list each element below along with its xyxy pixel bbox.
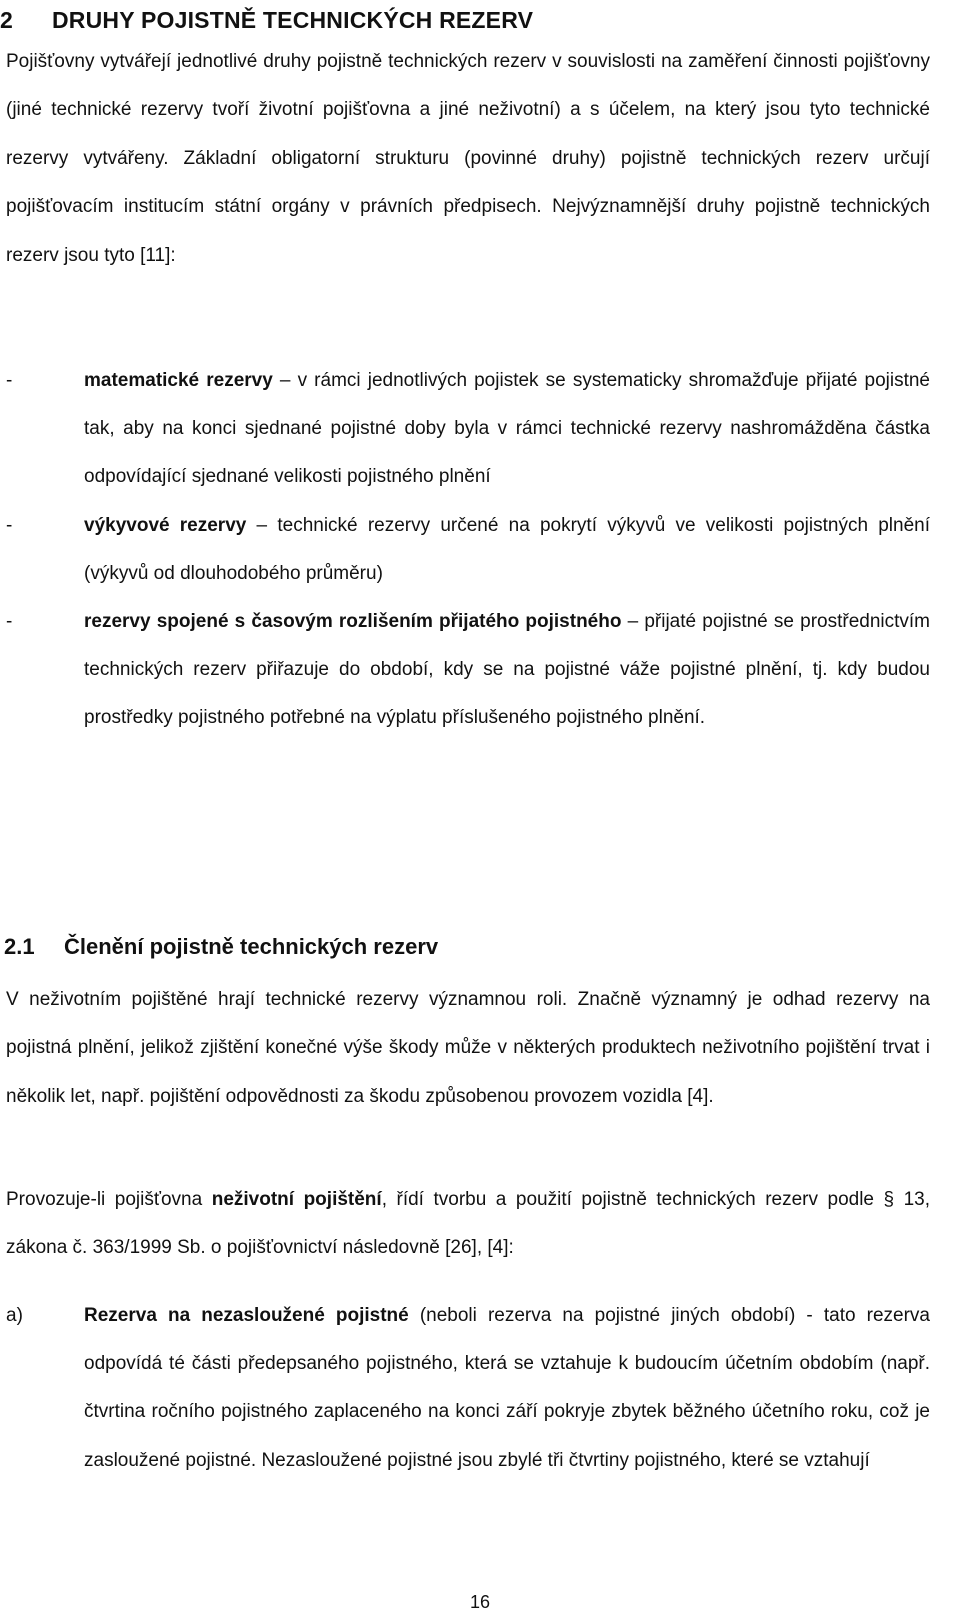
paragraph-text: V neživotním pojištěné hrají technické rezervy významnou roli. Značně významný je odhad rezervy na pojistná plnění, jelikož zjištění konečné výše škody může v některých produktech neživotního pojištění trvat i několik let, např. pojištění odpovědnosti za škodu způsobenou provozem vozidla [4]. <box>6 989 930 1107</box>
list-marker: - <box>6 611 13 633</box>
list-item <box>6 1292 930 1485</box>
list-item-description: přijaté pojistné se prostřednictvím technických rezerv přiřazuje do období, kdy se na pojistné váže pojistné plnění, tj. kdy budou prostředky pojistného potřebné na výplatu příslušeného pojistného plnění. <box>84 611 930 729</box>
reserve-types-list <box>6 357 930 743</box>
list-item-term: rezervy spojené s časovým rozlišením přijatého pojistného <box>84 611 622 633</box>
section-title: Členění pojistně technických rezerv <box>64 934 439 959</box>
paragraph-text <box>6 1176 930 1273</box>
section-number: 2.1 <box>4 934 35 959</box>
section-heading <box>4 932 934 962</box>
list-item-description: v rámci jednotlivých pojistek se systematicky shromažďuje přijaté pojistné tak, aby na konci sjednané pojistné doby byla v rámci technické rezervy nashromážděna částka odpovídající sjednané velikosti pojistného plnění <box>84 370 930 488</box>
chapter-title: DRUHY POJISTNĚ TECHNICKÝCH REZERV <box>52 7 534 33</box>
list-item <box>6 598 930 743</box>
list-item-dash: – <box>272 370 298 391</box>
list-marker: - <box>6 370 13 391</box>
list-item-dash: – <box>246 514 278 536</box>
list-item <box>6 502 930 598</box>
paragraph-lead: Provozuje-li pojišťovna <box>6 1189 212 1210</box>
intro-text: Pojišťovny vytvářejí jednotlivé druhy pojistně technických rezerv v souvislosti na zaměření činnosti pojišťovny (jiné technické rezervy tvoří životní pojišťovna a jiné neživotní) a s účelem, na který jsou tyto technické rezervy vytvářeny. Základní obligatorní strukturu (povinné druhy) pojistně technických rezerv určují pojišťovacím institucím státní orgány v právních předpisech. Nejvýznamnější druhy pojistně technických rezerv jsou tyto [11]: <box>6 51 930 266</box>
list-item-dash: – <box>621 611 645 633</box>
intro-paragraph <box>6 38 930 280</box>
list-item-description: (neboli rezerva na pojistné jiných období) - tato rezerva odpovídá té části předepsaného pojistného, která se vztahuje k budoucím účetním obdobím (např. čtvrtina ročního pojistného zaplaceného na konci září pokryje zbytek běžného účetního roku, což je zasloužené pojistné. Nezasloužené pojistné jsou zbylé tři čtvrtiny pojistného, které se vztahují <box>84 1305 930 1471</box>
nonlife-reserves-list <box>6 1292 930 1485</box>
body-paragraph <box>6 1176 930 1273</box>
list-marker: a) <box>6 1305 23 1326</box>
list-item-term: matematické rezervy <box>84 370 273 391</box>
list-marker: - <box>6 514 13 536</box>
chapter-heading <box>0 4 940 36</box>
list-item-description: technické rezervy určené na pokrytí výkyvů ve velikosti pojistných plnění (výkyvů od dlouhodobého průměru) <box>84 514 931 584</box>
list-item <box>6 357 930 502</box>
page-number: 16 <box>469 1592 491 1612</box>
chapter-number: 2 <box>0 7 13 33</box>
paragraph-emphasis: neživotní pojištění <box>211 1189 382 1210</box>
paragraph-rest: , řídí tvorbu a použití pojistně technických rezerv podle § 13, zákona č. 363/1999 Sb. o pojišťovnictví následovně [26], [4]: <box>6 1189 931 1259</box>
list-item-term: výkyvové rezervy <box>84 514 247 536</box>
list-item-term: Rezerva na nezasloužené pojistné <box>84 1305 409 1326</box>
body-paragraph <box>6 976 930 1121</box>
